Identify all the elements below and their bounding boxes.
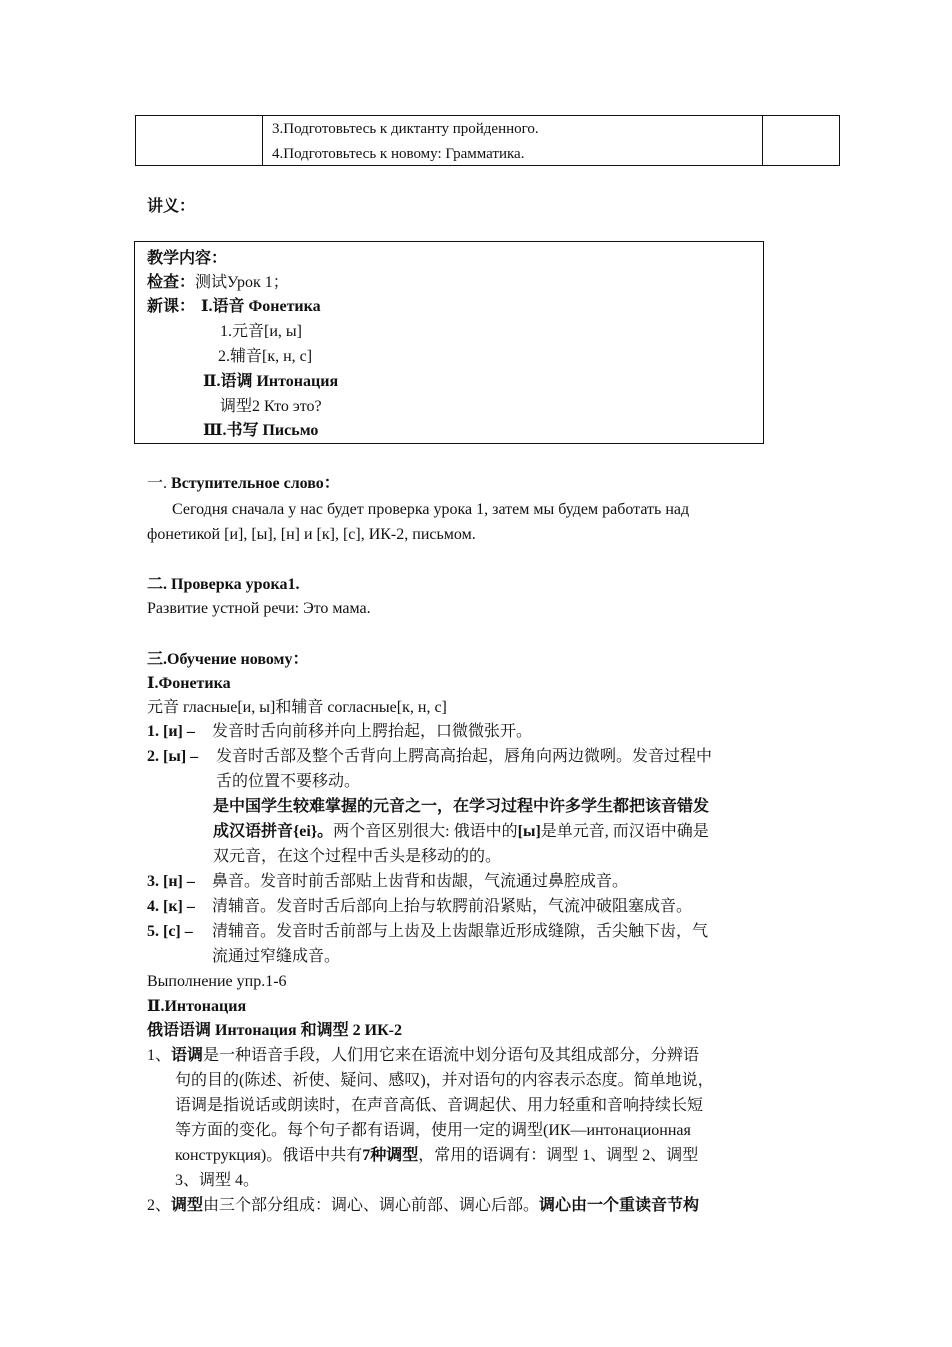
section1-para-line1: Сегодня сначала у нас будет проверка урока 1, затем мы будем работать над [172, 501, 690, 518]
pattern-term: 调型 [171, 1197, 204, 1214]
item2-line4-text: 两个音区别很大: 俄语中的 [333, 823, 518, 840]
seven-types-bold: 7种调型 [362, 1147, 419, 1164]
para2-line1 [147, 1196, 699, 1216]
para1-line4: 等方面的变化。每个句子都有语调，使用一定的调型(ИК—интонационная [175, 1122, 691, 1139]
item1-label: 1. [и] – [147, 723, 195, 740]
section1-heading [147, 474, 340, 494]
para2-number: 2、 [147, 1197, 172, 1214]
para1-line6: 3、调型 4。 [175, 1172, 260, 1189]
table-cell-left [136, 116, 263, 165]
section-writing: Ⅲ.书写 Письмо [203, 422, 319, 439]
intonation-term: 语调 [171, 1047, 204, 1064]
new-lesson-label: 新课： [147, 298, 196, 315]
exercise-line: Выполнение упр.1-6 [147, 973, 287, 990]
intonation-title: 俄语语调 Интонация 和调型 2 ИК-2 [147, 1022, 403, 1039]
section3-heading: 三.Обучение новому： [147, 651, 309, 668]
pinyin-ei-note: 成汉语拼音{ei}。 [213, 823, 334, 840]
item4-label: 4. [к] – [147, 898, 195, 915]
para1-line1 [147, 1046, 699, 1066]
item2-line3: 是中国学生较难掌握的元音之一，在学习过程中许多学生都把该音错发 [213, 798, 710, 815]
item2-label: 2. [ы] – [147, 748, 199, 765]
para1-number: 1、 [147, 1047, 172, 1064]
item5-line1: 清辅音。发音时舌前部与上齿及上齿龈靠近形成缝隙，舌尖触下齿，气 [212, 923, 709, 940]
homework-line-4: 4.Подготовьтесь к новому: Грамматика. [272, 146, 525, 162]
homework-table [135, 115, 840, 166]
consonants-item: 2.辅音[к, н, с] [218, 348, 313, 365]
section-intonation: Ⅱ.语调 Интонация [203, 373, 339, 390]
item2-line1: 发音时舌部及整个舌背向上腭高高抬起，唇角向两边微咧。发音过程中 [216, 748, 713, 765]
new-lesson-line [147, 297, 321, 317]
item2-line4-text2: 是单元音, 而汉语中确是 [540, 823, 709, 840]
para2-bold-end: 调心由一个重读音节构 [539, 1197, 700, 1214]
check-text: 测试Урок 1； [195, 274, 289, 291]
check-line [147, 273, 289, 293]
section2-heading: 二. Проверка урока1. [147, 576, 300, 593]
para1-line5-text: конструкция)。俄语中共有 [175, 1147, 363, 1164]
para1-line5 [175, 1146, 698, 1166]
item3-text: 鼻音。发音时前舌部贴上齿背和齿龈，气流通过鼻腔成音。 [212, 873, 629, 890]
ik2-item: 调型2 Кто это? [220, 398, 322, 415]
item3-label: 3. [н] – [147, 873, 195, 890]
item2-line5: 双元音，在这个过程中舌头是移动的的。 [213, 848, 502, 865]
para1-line3: 语调是指说话或朗读时，在声音高低、音调起伏、用力轻重和音响持续长短 [175, 1097, 704, 1114]
item5-line2: 流通过窄缝成音。 [212, 948, 341, 965]
item2-line2: 舌的位置不要移动。 [216, 773, 361, 790]
phonetics-subheading: Ⅰ.Фонетика [147, 675, 231, 692]
table-cell-right [762, 116, 839, 165]
item4-text: 清辅音。发音时舌后部向上抬与软腭前沿紧贴，气流冲破阻塞成音。 [212, 898, 693, 915]
homework-line-3: 3.Подготовьтесь к диктанту пройденного. [272, 121, 539, 137]
para2-line1-text: 由三个部分组成：调心、调心前部、调心后部。 [203, 1197, 540, 1214]
item5-label: 5. [с] – [147, 923, 193, 940]
para1-line1-text: 是一种语音手段，人们用它来在语流中划分语句及其组成部分，分辨语 [203, 1047, 700, 1064]
section1-number: 一. [147, 475, 168, 492]
box-title: 教学内容： [147, 250, 228, 267]
intonation-subheading: Ⅱ.Интонация [147, 998, 247, 1015]
item2-line4 [213, 822, 709, 842]
vowel-y-bold: [ы] [517, 823, 541, 840]
phonetics-intro: 元音 гласные[и, ы]和辅音 согласные[к, н, с] [147, 699, 447, 716]
para1-line5-text2: ，常用的语调有：调型 1、调型 2、调型 [418, 1147, 699, 1164]
check-label: 检查： [147, 274, 196, 291]
section2-text: Развитие устной речи: Это мама. [147, 600, 371, 617]
section-phonetics: Ⅰ.语音 Фонетика [201, 298, 321, 315]
para1-line2: 句的目的(陈述、祈使、疑问、感叹)，并对语句的内容表示态度。简单地说， [175, 1072, 714, 1089]
vowels-item: 1.元音[и, ы] [220, 323, 302, 340]
section1-title: Вступительное слово： [171, 475, 340, 492]
item1-text: 发音时舌向前移并向上腭抬起，口微微张开。 [212, 723, 533, 740]
section1-para-line2: фонетикой [и], [ы], [н] и [к], [с], ИК-2, письмом. [147, 526, 476, 543]
handout-label: 讲义： [147, 198, 196, 215]
